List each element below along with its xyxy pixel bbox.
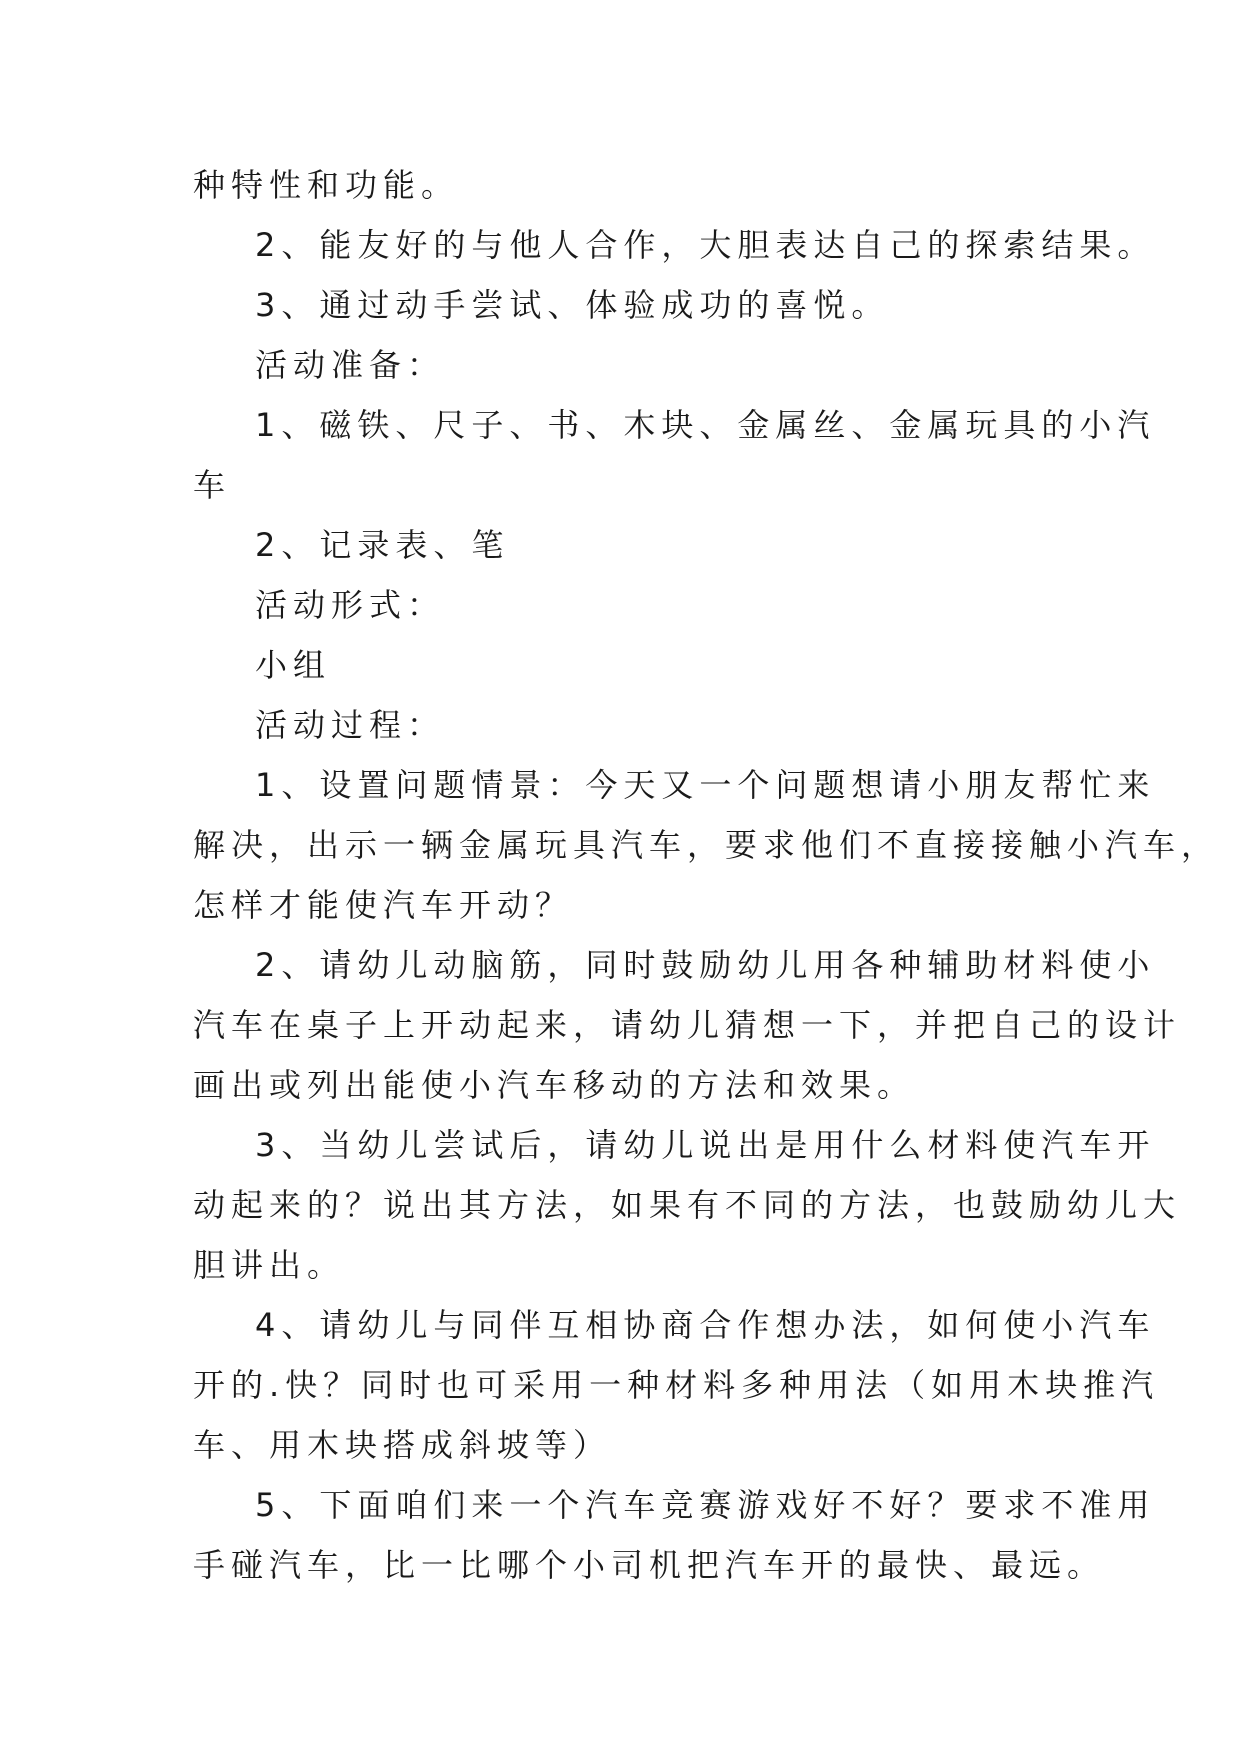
paragraph-line: 手碰汽车，比一比哪个小司机把汽车开的最快、最远。 [193,1546,1106,1584]
document-body [193,155,1220,1595]
paragraph-line: 3、通过动手尝试、体验成功的喜悦。 [255,286,890,324]
paragraph-line: 解决，出示一辆金属玩具汽车，要求他们不直接接触小汽车， [193,826,1220,864]
paragraph-line: 3、当幼儿尝试后，请幼儿说出是用什么材料使汽车开 [255,1126,1156,1164]
paragraph-line: 5、下面咱们来一个汽车竞赛游戏好不好？要求不准用 [255,1486,1156,1524]
paragraph-line: 2、记录表、笔 [255,526,510,564]
paragraph-line: 2、能友好的与他人合作，大胆表达自己的探索结果。 [255,226,1156,264]
paragraph-line: 4、请幼儿与同伴互相协商合作想办法，如何使小汽车 [255,1306,1156,1344]
paragraph-line: 1、设置问题情景：今天又一个问题想请小朋友帮忙来 [255,766,1156,804]
paragraph-line: 车 [193,466,232,504]
paragraph-line: 小组 [255,646,332,684]
section-heading: 活动准备： [255,346,446,384]
paragraph-line: 胆讲出。 [193,1246,346,1284]
paragraph-line: 车、用木块搭成斜坡等） [193,1426,612,1464]
paragraph-line: 汽车在桌子上开动起来，请幼儿猜想一下，并把自己的设计 [193,1006,1182,1044]
paragraph-line: 画出或列出能使小汽车移动的方法和效果。 [193,1066,916,1104]
paragraph-line: 开的.快？同时也可采用一种材料多种用法（如用木块推汽 [193,1366,1160,1404]
paragraph-line: 怎样才能使汽车开动？ [193,886,574,924]
section-heading: 活动过程： [255,706,446,744]
paragraph-line: 2、请幼儿动脑筋，同时鼓励幼儿用各种辅助材料使小 [255,946,1156,984]
paragraph-line: 1、磁铁、尺子、书、木块、金属丝、金属玩具的小汽 [255,406,1156,444]
paragraph-line: 种特性和功能。 [193,166,460,204]
paragraph-line: 动起来的？说出其方法，如果有不同的方法，也鼓励幼儿大 [193,1186,1182,1224]
section-heading: 活动形式： [255,586,446,624]
